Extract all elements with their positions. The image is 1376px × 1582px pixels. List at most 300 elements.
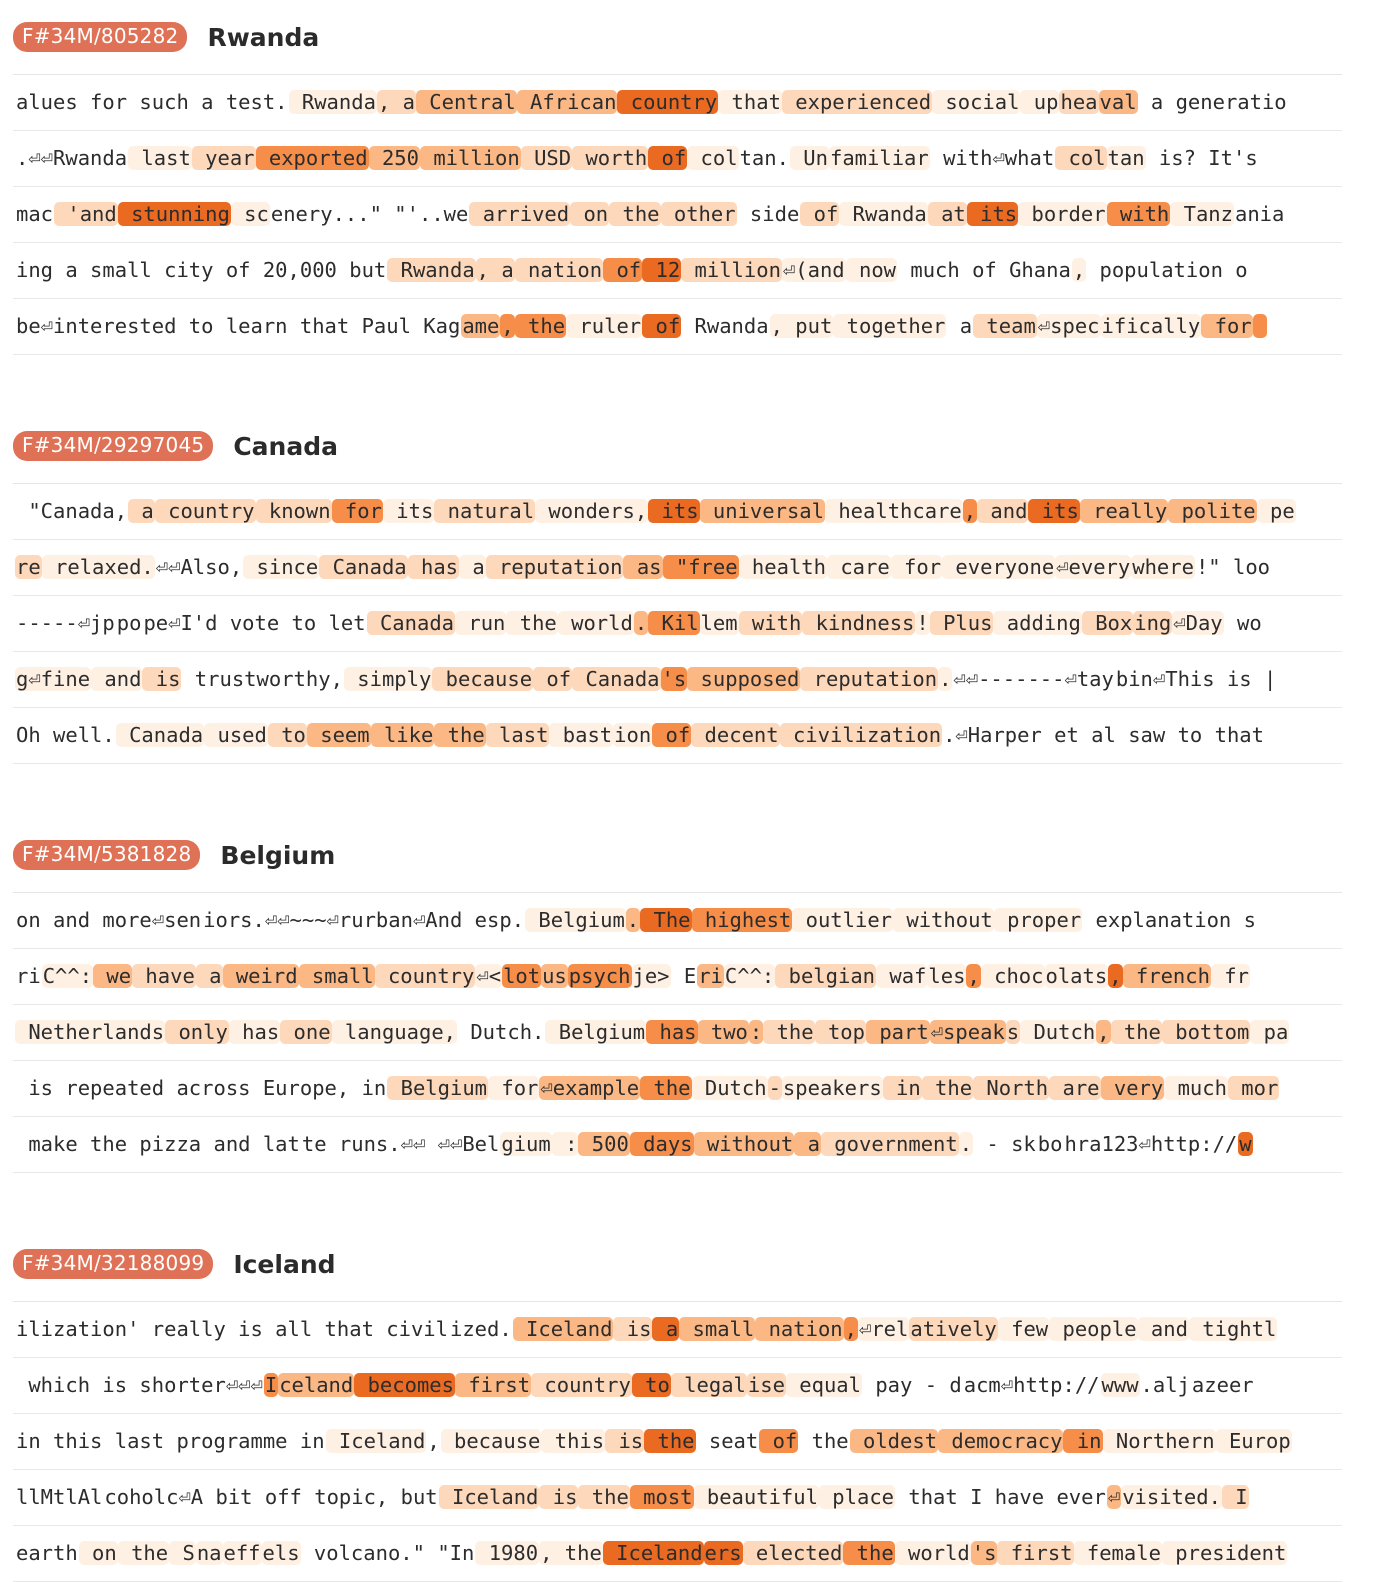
token: civilization: [780, 723, 942, 747]
token: Belgium: [388, 1076, 488, 1100]
token: Central: [416, 90, 516, 114]
token: Canada: [116, 723, 204, 747]
token: world: [895, 1541, 970, 1565]
token: coholc⏎A bit off topic, but: [104, 1485, 438, 1509]
token: and: [92, 667, 142, 691]
example-row: [13, 75, 1342, 131]
token: , the: [540, 1541, 602, 1565]
token: has: [408, 555, 459, 579]
token: reputation: [801, 667, 938, 691]
token: E: [671, 964, 697, 988]
token: gium: [501, 1132, 551, 1156]
token: a: [129, 499, 154, 523]
token: the: [641, 1076, 691, 1100]
section-title: Belgium: [220, 840, 336, 870]
token: equal: [786, 1373, 861, 1397]
token: Canada: [320, 555, 407, 579]
token: very: [1101, 1076, 1164, 1100]
token: .⏎⏎Rwanda: [16, 146, 128, 170]
token: waf: [877, 964, 927, 988]
token: the: [507, 611, 557, 635]
token: hra123⏎http://: [1064, 1132, 1238, 1156]
token: and: [978, 499, 1028, 523]
token: 12: [643, 258, 681, 282]
token: its: [1029, 499, 1079, 523]
token: val: [1099, 90, 1137, 114]
token: seem: [307, 723, 370, 747]
token: care: [827, 555, 890, 579]
token: 1980: [476, 1541, 539, 1565]
example-row: [13, 484, 1342, 540]
token: oldest: [850, 1429, 938, 1453]
token: Canada: [367, 611, 455, 635]
token: ⏎⏎Also,: [155, 555, 243, 579]
token: for: [332, 499, 382, 523]
example-row: [13, 1358, 1342, 1414]
token: , a: [377, 90, 415, 114]
token: last: [129, 146, 191, 170]
token: USD: [521, 146, 572, 170]
token: Rwanda: [388, 258, 475, 282]
token: enery..." "'..we: [270, 202, 469, 226]
token: government: [821, 1132, 958, 1156]
token: fr: [1211, 964, 1249, 988]
token: African: [517, 90, 617, 114]
token: , a: [476, 258, 514, 282]
token: ⏎Day: [1173, 611, 1223, 635]
token: since: [244, 555, 319, 579]
token: Box: [1082, 611, 1133, 635]
token: a generatio: [1138, 90, 1287, 114]
section-header: [13, 0, 1342, 75]
token: the: [579, 1485, 629, 1509]
token: the: [610, 202, 660, 226]
token: healthcare: [825, 499, 962, 523]
token: a: [795, 1132, 820, 1156]
token: a: [460, 555, 485, 579]
token: used: [205, 723, 267, 747]
token: ⏎⏎-------⏎tay: [953, 667, 1114, 691]
section-title: Iceland: [233, 1249, 336, 1279]
token: nation: [515, 258, 603, 282]
token: "free: [663, 555, 738, 579]
token: top: [815, 1020, 865, 1044]
token: million: [682, 258, 781, 282]
token: elected: [743, 1541, 843, 1565]
token: bottom: [1162, 1020, 1250, 1044]
token: border: [1019, 202, 1106, 226]
example-row: [13, 652, 1342, 708]
token: up: [1021, 90, 1059, 114]
token: ,: [844, 1317, 857, 1341]
token: Rwanda: [682, 314, 769, 338]
token: proper: [994, 908, 1082, 932]
token: Kil: [649, 611, 699, 635]
example-row: [13, 1414, 1342, 1470]
feature-section: [13, 818, 1342, 1173]
example-row: [13, 1302, 1342, 1358]
token: visited.: [1122, 1485, 1221, 1509]
token: ⏎<: [476, 964, 502, 988]
token: together: [834, 314, 946, 338]
token: ⏎every: [1056, 555, 1131, 579]
token: of: [604, 258, 642, 282]
token: adding: [994, 611, 1081, 635]
token: tan: [1107, 146, 1145, 170]
token: ,: [501, 314, 514, 338]
token: few: [998, 1317, 1049, 1341]
token: year: [192, 146, 255, 170]
token: S: [170, 1541, 195, 1565]
token: the: [764, 1020, 814, 1044]
feature-id-badge[interactable]: F#34M/805282: [13, 22, 187, 52]
token: beautiful: [694, 1485, 818, 1509]
token: million: [421, 146, 520, 170]
feature-section: [13, 1227, 1342, 1582]
example-row: [13, 1117, 1342, 1173]
token: Iceland: [603, 1541, 703, 1565]
token: llMtlAl: [16, 1485, 103, 1509]
section-gap: [0, 764, 1376, 818]
section-header: [13, 409, 1342, 484]
token: lem: [700, 611, 738, 635]
token: french: [1123, 964, 1210, 988]
token: po: [116, 611, 142, 635]
token: small: [299, 964, 374, 988]
token: les: [928, 964, 966, 988]
example-row: [13, 243, 1342, 299]
token: first: [456, 1373, 531, 1397]
feature-id-badge[interactable]: F#34M/5381828: [13, 840, 200, 870]
token: language,: [332, 1020, 456, 1044]
token: te runs.⏎⏎ ⏎⏎Bel: [301, 1132, 500, 1156]
token: in: [883, 1076, 921, 1100]
token: only: [166, 1020, 228, 1044]
token: country: [618, 90, 718, 114]
example-row: [13, 187, 1342, 243]
token: legal: [671, 1373, 746, 1397]
token: to: [632, 1373, 670, 1397]
token: :: [552, 1132, 578, 1156]
token: bast: [550, 723, 613, 747]
token: to: [268, 723, 306, 747]
token: ifically: [1101, 314, 1201, 338]
token: this: [542, 1429, 605, 1453]
token: volcano." "In: [301, 1541, 475, 1565]
feature-id-badge[interactable]: F#34M/29297045: [13, 431, 213, 461]
token: Rwanda: [289, 90, 376, 114]
token: at: [928, 202, 966, 226]
token: .: [634, 611, 648, 635]
token: with⏎what: [930, 146, 1055, 170]
example-row: [13, 1005, 1342, 1061]
token: relaxed.: [42, 555, 154, 579]
token: experienced: [782, 90, 932, 114]
token: now: [846, 258, 897, 282]
token: polite: [1169, 499, 1256, 523]
token: stunning: [118, 202, 230, 226]
token: speakers: [782, 1076, 882, 1100]
section-gap: [0, 355, 1376, 409]
token: Oh well.: [16, 723, 115, 747]
token: earth: [16, 1541, 78, 1565]
section-title: Rwanda: [207, 22, 320, 52]
token: ized.: [449, 1317, 512, 1341]
token: the: [645, 1429, 695, 1453]
token: everyone: [943, 555, 1055, 579]
token: is: [540, 1485, 578, 1509]
token: is: [614, 1317, 652, 1341]
token: us: [542, 964, 567, 988]
token: outlier: [793, 908, 893, 932]
token: psych: [568, 964, 631, 988]
token: familiar: [830, 146, 929, 170]
token: that I have ever: [896, 1485, 1106, 1509]
token: as: [624, 555, 662, 579]
token: s: [1006, 1020, 1020, 1044]
token: be⏎interested to learn that Paul Kag: [16, 314, 461, 338]
token: -----⏎jp: [16, 611, 115, 635]
token: of: [643, 314, 681, 338]
token: nation: [756, 1317, 843, 1341]
token: with: [739, 611, 802, 635]
token: reputation: [486, 555, 623, 579]
token: side: [737, 202, 800, 226]
token: - sk: [974, 1132, 1036, 1156]
token: Dutch.: [458, 1020, 545, 1044]
token: Dutch: [692, 1076, 767, 1100]
token: Plus: [930, 611, 993, 635]
token: col: [1056, 146, 1106, 170]
token: country: [155, 499, 255, 523]
token: much of Ghana: [898, 258, 1071, 282]
token: becomes: [355, 1373, 454, 1397]
token: team: [974, 314, 1036, 338]
token: of: [760, 1429, 798, 1453]
token: where: [1132, 555, 1194, 579]
token: The: [641, 908, 691, 932]
token: the: [844, 1541, 894, 1565]
token: pe⏎I'd vote to let: [143, 611, 366, 635]
token: col: [688, 146, 738, 170]
example-row: [13, 540, 1342, 596]
token: has: [229, 1020, 280, 1044]
token: that: [719, 90, 781, 114]
token: .⏎Harper et al saw to that: [943, 723, 1264, 747]
token: in this last programme in: [16, 1429, 325, 1453]
token: a: [653, 1317, 679, 1341]
token: natural: [435, 499, 535, 523]
section-header: [13, 818, 1342, 893]
token: in: [1064, 1429, 1102, 1453]
token: the: [922, 1076, 973, 1100]
token: C^^:: [42, 964, 93, 988]
token: we: [94, 964, 132, 988]
token: celand: [279, 1373, 354, 1397]
token: re: [16, 555, 41, 579]
token: which is shorter⏎⏎⏎: [16, 1373, 263, 1397]
token: decent: [692, 723, 779, 747]
token: atively: [910, 1317, 997, 1341]
token: ,: [1072, 258, 1086, 282]
example-row: [13, 299, 1342, 355]
token: ,: [427, 1429, 440, 1453]
token: the: [799, 1429, 849, 1453]
token: health: [739, 555, 826, 579]
token: ing a small city of 20,000 but: [16, 258, 387, 282]
token: .: [939, 667, 952, 691]
token: like: [371, 723, 434, 747]
token: ⏎rel: [858, 1317, 909, 1341]
token: make the pizza and lat: [16, 1132, 300, 1156]
token: .alj: [1140, 1373, 1190, 1397]
token: of: [653, 723, 691, 747]
token: mac: [16, 202, 54, 226]
token: part: [867, 1020, 929, 1044]
token: Iceland: [326, 1429, 426, 1453]
token: without: [894, 908, 993, 932]
token: 500: [579, 1132, 629, 1156]
token: 250: [369, 146, 419, 170]
token: pa: [1251, 1020, 1289, 1044]
token: people: [1050, 1317, 1137, 1341]
token: na: [196, 1541, 222, 1565]
token: ame: [462, 314, 500, 338]
token: ilization' really is all that civil: [16, 1317, 448, 1341]
token: trustworthy,: [182, 667, 343, 691]
token: ⏎spec: [1037, 314, 1100, 338]
token: ,: [967, 964, 980, 988]
token: female: [1074, 1541, 1161, 1565]
token: its: [967, 202, 1018, 226]
token: Netherlands: [16, 1020, 165, 1044]
token: pay - d: [863, 1373, 962, 1397]
token: -: [768, 1076, 781, 1100]
token: the: [435, 723, 485, 747]
token: ⏎speak: [930, 1020, 1005, 1044]
token: is repeated across Europe, in: [16, 1076, 387, 1100]
token: kindness: [803, 611, 915, 635]
token: acm⏎http://: [963, 1373, 1100, 1397]
token: choc: [981, 964, 1044, 988]
token: , put: [770, 314, 833, 338]
token: Canada: [573, 667, 660, 691]
feature-id-badge[interactable]: F#34M/32188099: [13, 1249, 213, 1279]
example-row: [13, 708, 1342, 764]
token: days: [630, 1132, 693, 1156]
token: highest: [692, 908, 792, 932]
token: Europ: [1216, 1429, 1291, 1453]
token: 'and: [55, 202, 117, 226]
token: [1253, 314, 1267, 338]
token: pe: [1257, 499, 1295, 523]
token: explanation s: [1083, 908, 1256, 932]
token: !" loo: [1195, 555, 1271, 579]
token: a: [196, 964, 222, 988]
token: exported: [256, 146, 368, 170]
token: known: [256, 499, 331, 523]
token: for: [891, 555, 942, 579]
token: tan.: [739, 146, 789, 170]
token: Rwanda: [840, 202, 927, 226]
section-header: [13, 1227, 1342, 1302]
token: tightl: [1189, 1317, 1277, 1341]
token: simply: [344, 667, 432, 691]
token: bin⏎This is |: [1115, 667, 1277, 691]
token: je>: [632, 964, 670, 988]
token: azeer: [1191, 1373, 1254, 1397]
token: hea: [1060, 90, 1098, 114]
token: worth: [573, 146, 648, 170]
token: wo: [1224, 611, 1262, 635]
token: universal: [700, 499, 824, 523]
token: els: [262, 1541, 300, 1565]
token: ion: [614, 723, 652, 747]
example-row: [13, 1526, 1342, 1582]
token: ri: [16, 964, 41, 988]
token: iors.⏎⏎~~~⏎rurban⏎And esp.: [203, 908, 525, 932]
token: 's: [661, 667, 687, 691]
example-row: [13, 949, 1342, 1005]
token: supposed: [688, 667, 800, 691]
token: small: [680, 1317, 755, 1341]
token: on: [571, 202, 609, 226]
token: its: [649, 499, 699, 523]
token: seat: [696, 1429, 759, 1453]
token: country: [375, 964, 475, 988]
token: w: [1239, 1132, 1252, 1156]
token: most: [630, 1485, 693, 1509]
token: North: [974, 1076, 1049, 1100]
token: has: [647, 1020, 697, 1044]
token: world: [558, 611, 633, 635]
token: ing: [1134, 611, 1172, 635]
token: ⏎example: [540, 1076, 640, 1100]
token: the: [515, 314, 566, 338]
token: 's: [971, 1541, 997, 1565]
token: I: [1222, 1485, 1248, 1509]
token: belgian: [776, 964, 876, 988]
token: C^^:: [724, 964, 775, 988]
token: lot: [503, 964, 541, 988]
token: social: [933, 90, 1020, 114]
token: .: [959, 1132, 973, 1156]
token: place: [819, 1485, 895, 1509]
token: Tanz: [1171, 202, 1233, 226]
token: for: [489, 1076, 539, 1100]
token: its: [383, 499, 434, 523]
token: with: [1107, 202, 1170, 226]
token: Iceland: [439, 1485, 539, 1509]
token: ri: [698, 964, 723, 988]
token: president: [1162, 1541, 1287, 1565]
token: www: [1101, 1373, 1139, 1397]
token: alues for such a test.: [16, 90, 288, 114]
token: a: [947, 314, 973, 338]
token: one: [281, 1020, 331, 1044]
token: .: [626, 908, 640, 932]
token: run: [456, 611, 506, 635]
token: of: [801, 202, 839, 226]
token: other: [661, 202, 736, 226]
token: ⏎(and: [782, 258, 845, 282]
token: ,: [1097, 1020, 1110, 1044]
token: sc: [231, 202, 269, 226]
token: because: [433, 667, 533, 691]
token: is: [143, 667, 181, 691]
token: for: [1202, 314, 1252, 338]
token: ruler: [567, 314, 642, 338]
